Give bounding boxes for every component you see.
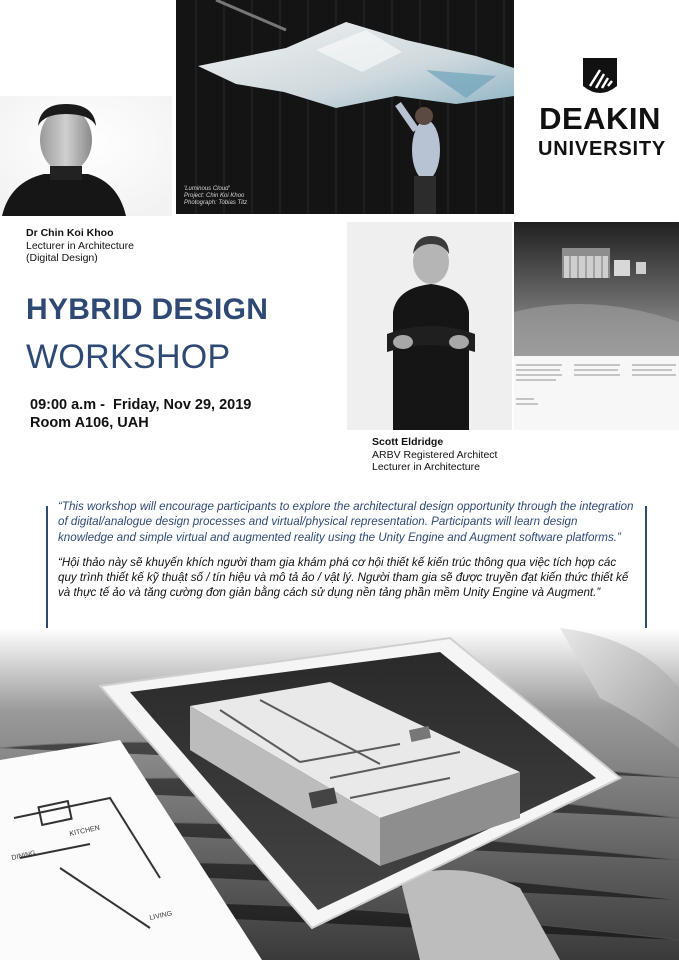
speaker2-role: Lecturer in Architecture [372,461,480,473]
logo-university: UNIVERSITY [538,138,667,160]
speaker1-photo [0,96,172,216]
plan-label-kitchen: KITCHEN [68,824,101,838]
photo-caption [184,186,247,207]
event-time: 09:00 a.m - Friday, Nov 29, 2019 [30,397,252,413]
logo-deakin: DEAKIN [539,101,661,136]
description-vietnamese: “Hội thảo này sẽ khuyến khích người tham gia khám phá cơ hội thiết kế kiến trúc thông qua việc tích hợp các quy trình thiết kế kỹ thuật số / tín hiệu và mô tả ảo / vật lý. Người tham gia sẽ được truyền đạt kiến thức thiết kế và thực tế ảo và tăng cường đơn giản bằng cách sử dụng nền tảng phần mềm Unity Engine và Augment.” [58,555,629,600]
caption-project: Project: Chin Koi Khoo [184,193,245,199]
workshop-description [58,499,636,601]
event-room: Room A106, UAH [30,415,149,431]
luminous-cloud-photo [176,0,514,214]
deakin-logo [538,58,667,164]
deakin-shield-icon [538,58,662,100]
speaker1-specialty: (Digital Design) [26,252,98,264]
speaker1-info [26,227,134,265]
plan-label-dining: DINING [10,850,37,862]
title-hybrid-design: HYBRID DESIGN [26,293,269,326]
plan-label-living: LIVING [148,910,173,922]
ar-tablet-illustration [0,628,679,960]
speaker1-name: Dr Chin Koi Khoo [26,227,114,239]
speaker2-name: Scott Eldridge [372,436,444,448]
speaker2-photo [347,222,512,430]
architecture-model-photo [514,222,679,430]
title-workshop: WORKSHOP [26,338,231,376]
speaker1-role: Lecturer in Architecture [26,239,134,252]
caption-photographer: Photograph: Tobias Titz [184,200,248,206]
speaker2-info [372,436,497,474]
event-details [30,396,251,432]
caption-title: 'Luminous Cloud' [184,186,230,192]
speaker2-registration: ARBV Registered Architect [372,448,498,461]
quote-bar-left [46,506,48,632]
description-english: “This workshop will encourage participants to explore the architectural design opportunity through the integration of digital/analogue design processes and virtual/physical representation. Participants will learn design knowledge and simple virtual and augmented reality using the Unity Engine and Augment software platforms.” [58,500,634,544]
quote-bar-right [645,506,647,632]
